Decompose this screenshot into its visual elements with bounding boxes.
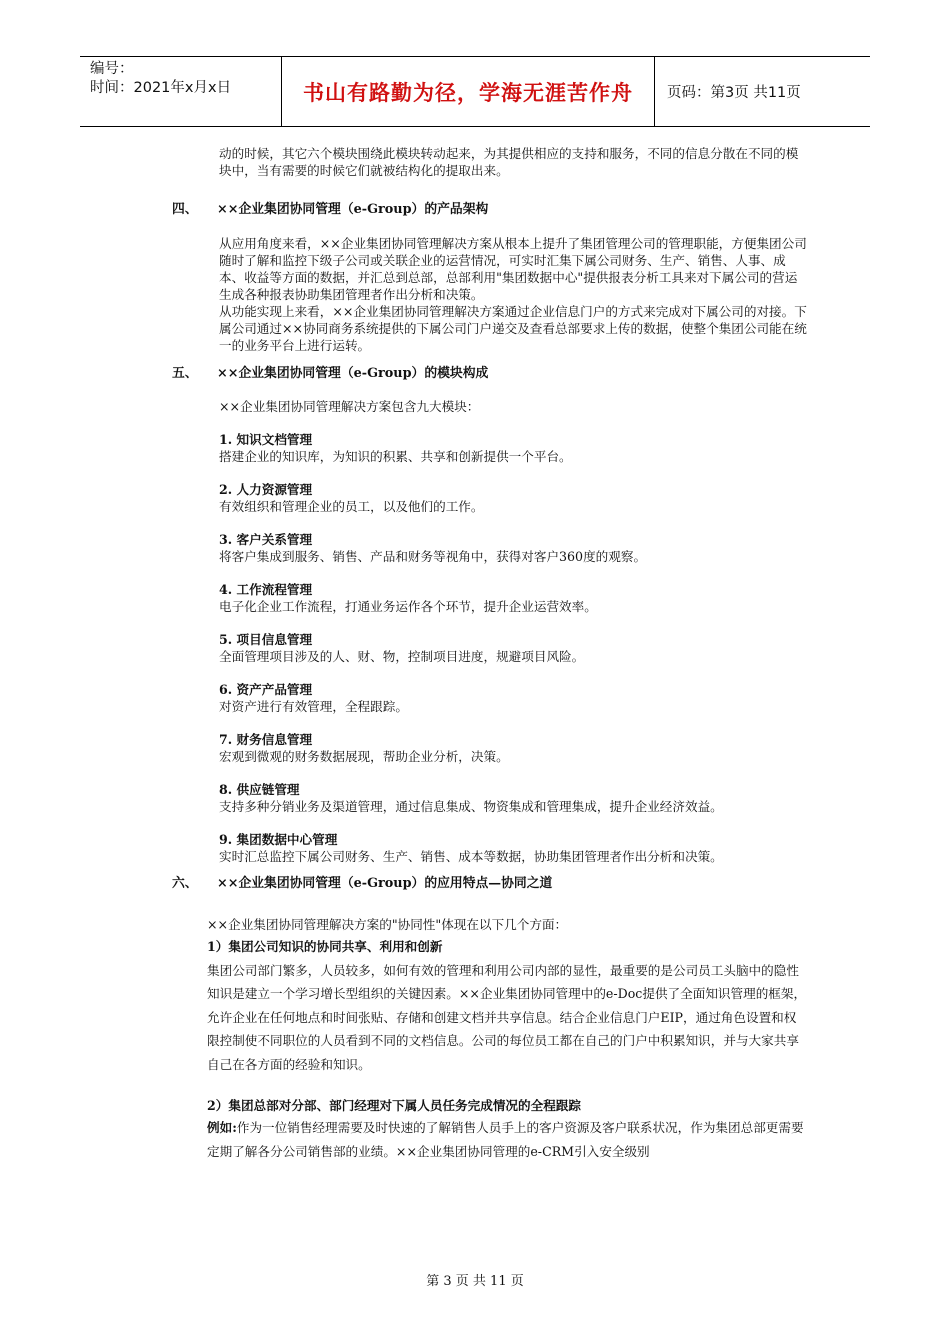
section-number: 四、 xyxy=(172,202,198,217)
module-title: 9. 集团数据中心管理 xyxy=(219,832,338,847)
header-motto: 书山有路勤为径，学海无涯苦作舟 xyxy=(282,57,655,126)
example-label: 例如: xyxy=(207,1120,237,1135)
list-item xyxy=(0,431,950,465)
example-text: 作为一位销售经理需要及时快速的了解销售人员手上的客户资源及客户联系状况，作为集团总部更需要定期了解各分公司销售部的业绩。××企业集团协同管理的e-CRM引入安全级别 xyxy=(207,1120,804,1159)
module-description: 搭建企业的知识库，为知识的积累、共享和创新提供一个平台。 xyxy=(219,449,572,464)
section-6-item-1-text: 集团公司部门繁多，人员较多，如何有效的管理和利用公司内部的显性，最重要的是公司员工头脑中的隐性知识是建立一个学习增长型组织的关键因素。××企业集团协同管理中的e-Doc提供了全面知识管理的框架，允许企业在任何地点和时间张贴、存储和创建文档并共享信息。结合企业信息门户EIP，通过角色设置和权限控制使不同职位的人员看到不同的文档信息。公司的每位员工都在自己的门户中积累知识，并与大家共享自己在各方面的经验和知识。 xyxy=(207,962,807,1072)
list-item xyxy=(0,631,950,665)
section-5-intro: ××企业集团协同管理解决方案包含九大模块： xyxy=(219,399,480,414)
document-date-label: 时间：2021年x月x日 xyxy=(90,80,232,96)
section-6-intro: ××企业集团协同管理解决方案的"协同性"体现在以下几个方面： xyxy=(207,917,568,932)
section-title: ××企业集团协同管理（e-Group）的产品架构 xyxy=(217,202,489,217)
section-6-heading xyxy=(0,875,950,893)
section-6-item-2-title: 2）集团总部对分部、部门经理对下属人员任务完成情况的全程跟踪 xyxy=(207,1098,581,1113)
module-title: 8. 供应链管理 xyxy=(219,782,300,797)
document-number-label: 编号： xyxy=(90,61,134,77)
list-item xyxy=(0,531,950,565)
module-title: 4. 工作流程管理 xyxy=(219,582,313,597)
module-description: 电子化企业工作流程，打通业务运作各个环节，提升企业运营效率。 xyxy=(219,599,597,614)
section-6-item-1-title: 1）集团公司知识的协同共享、利用和创新 xyxy=(207,938,443,954)
page-footer: 第 3 页 共 11 页 xyxy=(426,1274,524,1289)
module-title: 3. 客户关系管理 xyxy=(219,532,313,547)
module-description: 将客户集成到服务、销售、产品和财务等视角中，获得对客户360度的观察。 xyxy=(219,549,647,564)
page-content xyxy=(0,145,950,1163)
header-meta xyxy=(80,57,282,126)
module-description: 实时汇总监控下属公司财务、生产、销售、成本等数据，协助集团管理者作出分析和决策。 xyxy=(219,849,723,864)
section-5-heading xyxy=(0,365,950,383)
section-4-paragraph-1: 从应用角度来看，××企业集团协同管理解决方案从根本上提升了集团管理公司的管理职能，方便集团公司随时了解和监控下级子公司或关联企业的运营情况，可实时汇集下属公司财务、生产、销售、人事、成本、收益等方面的数据，并汇总到总部，总部利用"集团数据中心"提供报表分析工具来对下属公司的营运生成各种报表协助集团管理者作出分析和决策。 xyxy=(219,236,807,302)
module-description: 全面管理项目涉及的人、财、物，控制项目进度，规避项目风险。 xyxy=(219,649,585,664)
header-page-number: 页码：第3页 共11页 xyxy=(667,85,801,101)
module-description: 宏观到微观的财务数据展现，帮助企业分析，决策。 xyxy=(219,749,509,764)
list-item xyxy=(0,831,950,865)
module-description: 对资产进行有效管理，全程跟踪。 xyxy=(219,699,408,714)
section-number: 六、 xyxy=(172,876,198,891)
list-item xyxy=(0,781,950,815)
intro-paragraph: 动的时候，其它六个模块围绕此模块转动起来，为其提供相应的支持和服务，不同的信息分散在不同的模块中，当有需要的时候它们就被结构化的提取出来。 xyxy=(219,146,799,178)
list-item xyxy=(0,481,950,515)
list-item xyxy=(0,681,950,715)
module-description: 有效组织和管理企业的员工，以及他们的工作。 xyxy=(219,499,484,514)
section-title: ××企业集团协同管理（e-Group）的模块构成 xyxy=(217,366,489,381)
module-title: 5. 项目信息管理 xyxy=(219,632,313,647)
module-list xyxy=(0,431,950,865)
module-title: 2. 人力资源管理 xyxy=(219,482,313,497)
section-4-heading xyxy=(0,201,950,219)
module-title: 7. 财务信息管理 xyxy=(219,732,313,747)
module-title: 1. 知识文档管理 xyxy=(219,432,313,447)
module-title: 6. 资产产品管理 xyxy=(219,682,313,697)
list-item xyxy=(0,731,950,765)
section-4-paragraph-2: 从功能实现上来看，××企业集团协同管理解决方案通过企业信息门户的方式来完成对下属公司的对接。下属公司通过××协同商务系统提供的下属公司门户递交及查看总部要求上传的数据，使整个集团公司能在统一的业务平台上进行运转。 xyxy=(219,304,807,353)
module-description: 支持多种分销业务及渠道管理，通过信息集成、物资集成和管理集成，提升企业经济效益。 xyxy=(219,799,723,814)
section-6-item-2-text xyxy=(207,1116,807,1163)
page-header xyxy=(80,56,870,127)
section-title: ××企业集团协同管理（e-Group）的应用特点—协同之道 xyxy=(217,876,553,891)
list-item xyxy=(0,581,950,615)
section-number: 五、 xyxy=(172,366,198,381)
